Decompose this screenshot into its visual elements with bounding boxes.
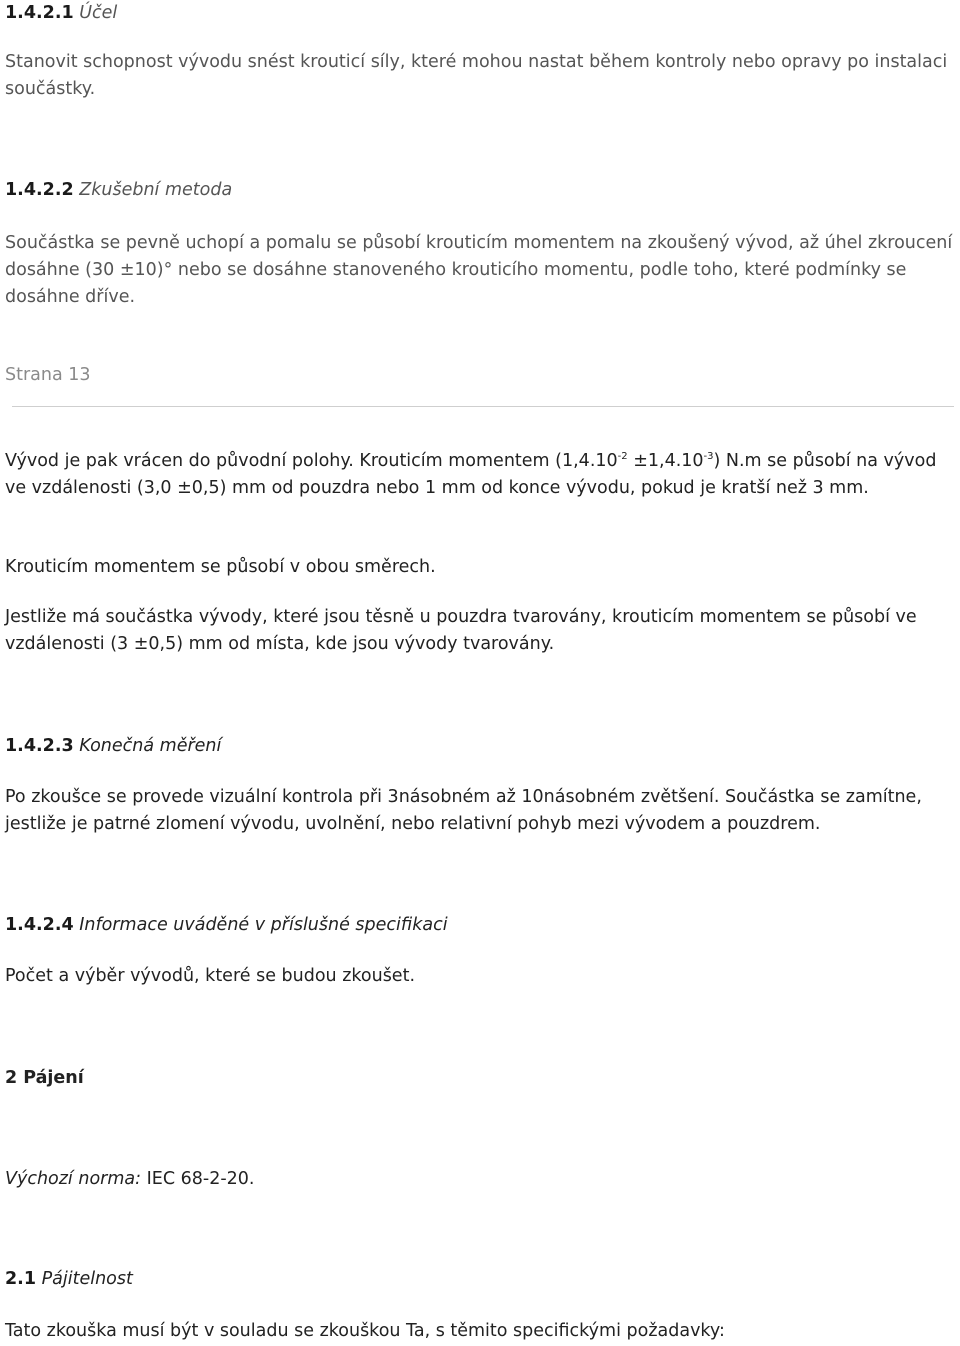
final-measurement-paragraph: Po zkoušce se provede vizuální kontrola při 3násobném až 10násobném zvětšení. Součástka se zamítne, jestliže je patrné zlomení vývodu, uvolnění, nebo relativní pohyb mezi vývodem a pouzdrem.: [5, 787, 922, 834]
section-title: Zkušební metoda: [79, 180, 233, 200]
section-number: 2.1: [5, 1269, 37, 1289]
specification-paragraph: Počet a výběr vývodů, které se budou zkoušet.: [5, 966, 416, 986]
formed-leads-paragraph: Jestliže má součástka vývody, které jsou těsně u pouzdra tvarovány, krouticím momentem se působí ve vzdálenosti (3 ±0,5) mm od místa, kde jsou vývody tvarovány.: [5, 607, 917, 654]
section-number: 1.4.2.2: [5, 180, 74, 200]
section-title: Informace uváděné v příslušné specifikaci: [79, 915, 448, 935]
torque-text-2: ±1,4.10: [627, 451, 704, 471]
section-number: 1.4.2.1: [5, 3, 74, 23]
torque-exponent-2: -3: [703, 451, 714, 462]
norm-value: IEC 68-2-20.: [146, 1169, 255, 1189]
heading-1-4-2-4: [5, 912, 955, 939]
section-title: Konečná měření: [79, 736, 222, 756]
chapter-2-heading: 2 Pájení: [5, 1068, 84, 1088]
section-title: Účel: [79, 3, 118, 23]
heading-2-1: [5, 1266, 955, 1293]
torque-text-3: ) N.m se působí na vývod ve vzdálenosti (3,0 ±0,5) mm od pouzdra nebo 1 mm od konce vývodu, pokud je kratší než 3 mm.: [5, 451, 937, 498]
torque-text-1: Vývod je pak vrácen do původní polohy. Krouticím momentem (1,4.10: [5, 451, 618, 471]
page-divider: [12, 406, 954, 407]
norm-line: [5, 1166, 955, 1193]
page-marker: Strana 13: [5, 365, 91, 385]
purpose-paragraph: Stanovit schopnost vývodu snést krouticí síly, které mohou nastat během kontroly nebo opravy po instalaci součástky.: [5, 52, 948, 99]
solderability-paragraph: Tato zkouška musí být v souladu se zkouškou Ta, s těmito specifickými požadavky:: [5, 1321, 725, 1341]
heading-1-4-2-2: [5, 177, 955, 204]
heading-1-4-2-1: [5, 0, 955, 27]
both-directions-paragraph: Krouticím momentem se působí v obou směrech.: [5, 557, 436, 577]
section-number: 1.4.2.4: [5, 915, 74, 935]
torque-exponent-1: -2: [617, 451, 628, 462]
torque-paragraph: [5, 448, 955, 502]
test-method-paragraph: Součástka se pevně uchopí a pomalu se působí krouticím momentem na zkoušený vývod, až úhel zkroucení dosáhne (30 ±10)° nebo se dosáhne stanoveného krouticího momentu, podle toho, které podmínky se dosáhne dříve.: [5, 233, 953, 307]
section-title: Pájitelnost: [41, 1269, 133, 1289]
heading-1-4-2-3: [5, 733, 955, 760]
section-number: 1.4.2.3: [5, 736, 74, 756]
norm-label: Výchozí norma:: [5, 1169, 142, 1189]
